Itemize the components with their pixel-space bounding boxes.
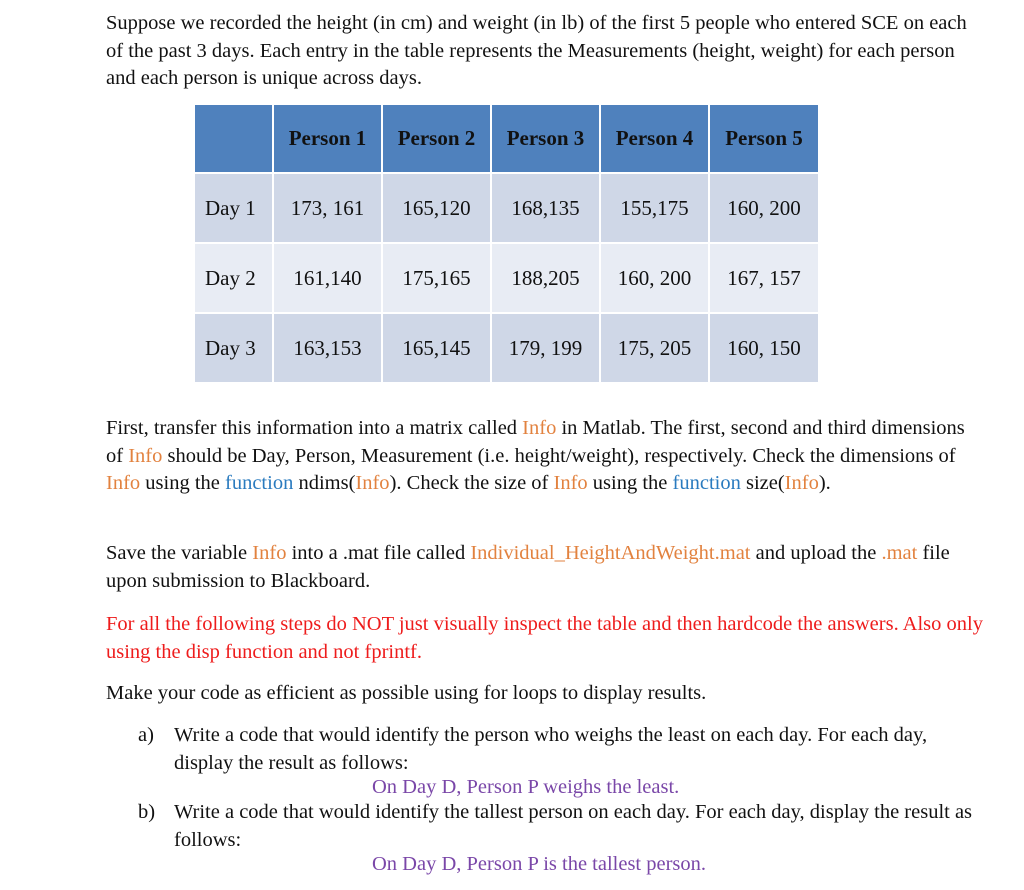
efficiency-paragraph: Make your code as efficient as possible using for loops to display results. <box>106 682 707 704</box>
table-cell: 163,153 <box>274 314 383 384</box>
table-cell: 165,120 <box>383 174 492 244</box>
info-variable: Info <box>784 472 819 494</box>
text-segment: ). Check the size of <box>389 472 554 494</box>
output-format-b: On Day D, Person P is the tallest person. <box>372 853 707 875</box>
question-b <box>138 799 978 854</box>
text-segment: in Matlab. The first, second and third dimensions of <box>106 417 965 467</box>
table-cell: 160, 150 <box>710 314 818 384</box>
text-segment: First, transfer this information into a matrix called <box>106 417 523 439</box>
question-label: a) <box>138 724 154 746</box>
header-person-4: Person 4 <box>601 105 710 174</box>
measurements-table <box>195 105 818 384</box>
table-row <box>195 244 818 314</box>
info-variable: Info <box>522 417 557 439</box>
question-text: Write a code that would identify the tallest person on each day. For each day, display the result as follows: <box>174 801 973 851</box>
row-label-day-2: Day 2 <box>195 244 274 314</box>
table-cell: 188,205 <box>492 244 601 314</box>
info-variable: Info <box>355 472 390 494</box>
table-header-row <box>195 105 818 174</box>
table-cell: 167, 157 <box>710 244 818 314</box>
mat-extension: .mat <box>881 542 918 564</box>
table-corner-cell <box>195 105 274 174</box>
mat-filename: Individual_HeightAndWeight.mat <box>470 542 751 564</box>
text-segment: and upload the <box>750 542 882 564</box>
intro-paragraph: Suppose we recorded the height (in cm) and weight (in lb) of the first 5 people who entered SCE on each of the past 3 days. Each entry in the table represents the Measurements (height, weight) for each person and each person is unique across days. <box>106 12 967 89</box>
table-cell: 173, 161 <box>274 174 383 244</box>
text-segment: ndims( <box>293 472 356 494</box>
header-person-2: Person 2 <box>383 105 492 174</box>
save-instructions-paragraph <box>106 540 986 595</box>
table-cell: 161,140 <box>274 244 383 314</box>
question-a <box>138 722 978 777</box>
function-keyword: function <box>672 472 741 494</box>
text-segment: into a .mat file called <box>286 542 471 564</box>
table-cell: 175,165 <box>383 244 492 314</box>
info-variable: Info <box>553 472 588 494</box>
header-person-5: Person 5 <box>710 105 818 174</box>
function-keyword: function <box>225 472 294 494</box>
info-variable: Info <box>128 444 163 467</box>
output-format-a: On Day D, Person P weighs the least. <box>372 776 680 798</box>
text-segment: size( <box>740 472 785 494</box>
table-cell: 168,135 <box>492 174 601 244</box>
info-variable: Info <box>252 542 287 564</box>
row-label-day-3: Day 3 <box>195 314 274 384</box>
text-segment: should be Day, Person, Measurement (i.e. height/weight), respectively. Check the dimensions of <box>162 444 956 467</box>
table-row <box>195 174 818 244</box>
table-cell: 179, 199 <box>492 314 601 384</box>
header-person-3: Person 3 <box>492 105 601 174</box>
info-variable: Info <box>106 472 141 494</box>
text-segment: file upon submission to Blackboard. <box>106 542 950 592</box>
header-person-1: Person 1 <box>274 105 383 174</box>
row-label-day-1: Day 1 <box>195 174 274 244</box>
table-row <box>195 314 818 384</box>
text-segment: using the <box>140 472 225 494</box>
table-cell: 175, 205 <box>601 314 710 384</box>
table-cell: 160, 200 <box>601 244 710 314</box>
table-cell: 155,175 <box>601 174 710 244</box>
matrix-instructions-paragraph <box>106 415 986 498</box>
text-segment: using the <box>587 472 673 494</box>
table-cell: 160, 200 <box>710 174 818 244</box>
warning-paragraph: For all the following steps do NOT just visually inspect the table and then hardcode the answers. Also only using the disp function and not fprintf. <box>106 613 983 663</box>
table-cell: 165,145 <box>383 314 492 384</box>
text-segment: ). <box>818 472 831 494</box>
text-segment: Save the variable <box>106 542 253 564</box>
question-text: Write a code that would identify the person who weighs the least on each day. For each day, display the result as follows: <box>174 724 928 774</box>
question-label: b) <box>138 801 156 823</box>
